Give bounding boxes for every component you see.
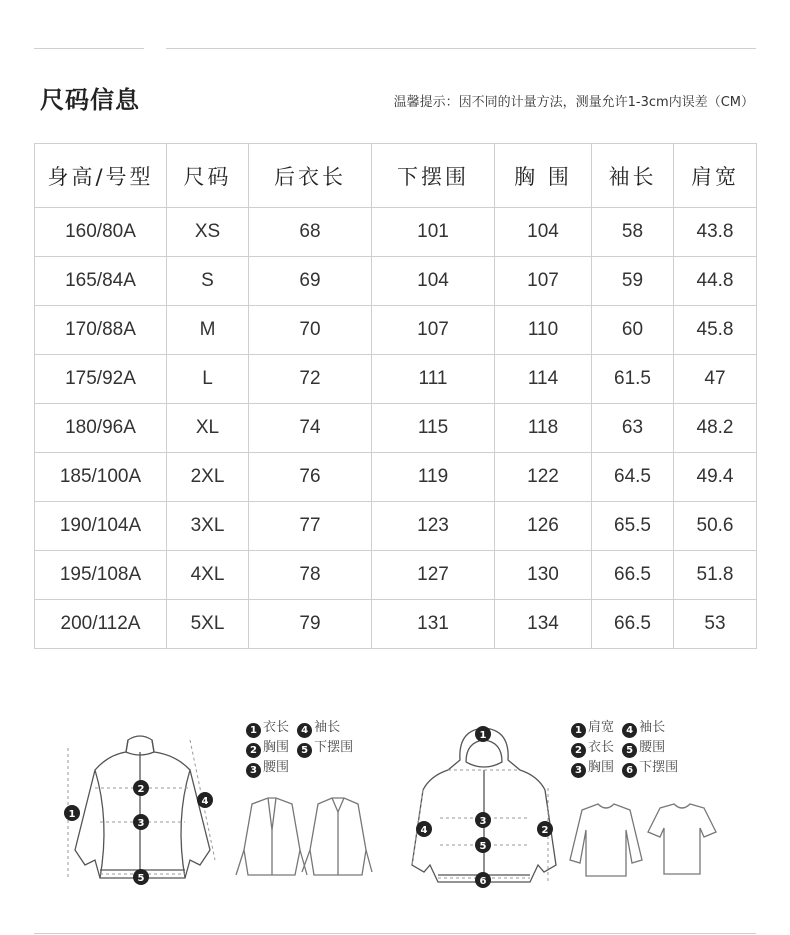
t-shirt-icon: [648, 804, 716, 874]
number-icon: 5: [622, 743, 637, 758]
table-cell: 119: [372, 453, 495, 502]
legend-label: 胸围: [263, 740, 290, 755]
table-cell: 79: [249, 600, 372, 649]
svg-text:5: 5: [479, 841, 487, 852]
svg-text:1: 1: [68, 809, 76, 820]
number-icon: 3: [571, 763, 586, 778]
number-icon: 5: [297, 743, 312, 758]
table-cell: 58: [592, 208, 674, 257]
number-icon: 6: [622, 763, 637, 778]
table-cell: 76: [249, 453, 372, 502]
table-cell: 127: [372, 551, 495, 600]
table-cell: 110: [495, 306, 592, 355]
number-icon: 4: [297, 723, 312, 738]
marker-icon: [475, 812, 491, 828]
header-chest: 胸 围: [495, 144, 592, 208]
table-cell: 104: [372, 257, 495, 306]
table-row: [35, 257, 757, 306]
table-cell: 107: [372, 306, 495, 355]
table-cell: 200/112A: [35, 600, 167, 649]
table-cell: 180/96A: [35, 404, 167, 453]
marker-icon: [133, 869, 149, 885]
table-cell: 61.5: [592, 355, 674, 404]
table-cell: 111: [372, 355, 495, 404]
table-cell: 65.5: [592, 502, 674, 551]
number-icon: 3: [246, 763, 261, 778]
table-cell: 44.8: [674, 257, 757, 306]
svg-text:4: 4: [201, 796, 209, 807]
table-cell: 68: [249, 208, 372, 257]
table-cell: 107: [495, 257, 592, 306]
table-cell: 165/84A: [35, 257, 167, 306]
marker-icon: [416, 821, 432, 837]
table-row: [35, 355, 757, 404]
table-cell: 66.5: [592, 600, 674, 649]
table-cell: XS: [167, 208, 249, 257]
shirt-icon: [302, 798, 372, 875]
table-cell: 185/100A: [35, 453, 167, 502]
table-cell: 104: [495, 208, 592, 257]
legend-label: 衣长: [263, 720, 290, 735]
table-row: [35, 208, 757, 257]
table-cell: 72: [249, 355, 372, 404]
legend-label: 袖长: [314, 720, 341, 735]
svg-text:3: 3: [137, 818, 145, 829]
legend-jacket: [246, 718, 357, 778]
header-shoulder: 肩宽: [674, 144, 757, 208]
marker-icon: [197, 792, 213, 808]
top-divider-right: [166, 48, 756, 49]
table-cell: 50.6: [674, 502, 757, 551]
number-icon: 1: [246, 723, 261, 738]
table-cell: 190/104A: [35, 502, 167, 551]
measurement-illustrations: [0, 700, 790, 910]
hoodie-outline-icon: [412, 728, 556, 882]
table-cell: 45.8: [674, 306, 757, 355]
table-cell: 51.8: [674, 551, 757, 600]
legend-label: 腰围: [263, 760, 290, 775]
table-cell: 4XL: [167, 551, 249, 600]
marker-icon: [133, 780, 149, 796]
table-cell: 48.2: [674, 404, 757, 453]
table-cell: 126: [495, 502, 592, 551]
marker-icon: [537, 821, 553, 837]
table-cell: 5XL: [167, 600, 249, 649]
legend-label: 衣长: [588, 740, 615, 755]
svg-text:4: 4: [420, 825, 428, 836]
number-icon: 1: [571, 723, 586, 738]
number-icon: 4: [622, 723, 637, 738]
header-height-type: 身高/号型: [35, 144, 167, 208]
table-cell: 170/88A: [35, 306, 167, 355]
svg-text:1: 1: [479, 730, 487, 741]
table-row: [35, 453, 757, 502]
legend-label: 腰围: [639, 740, 666, 755]
marker-icon: [475, 837, 491, 853]
table-cell: 47: [674, 355, 757, 404]
legend-label: 下摆围: [314, 740, 354, 755]
table-cell: 63: [592, 404, 674, 453]
table-cell: 69: [249, 257, 372, 306]
table-cell: 134: [495, 600, 592, 649]
size-table: [34, 143, 757, 649]
svg-text:5: 5: [137, 873, 145, 884]
table-row: [35, 600, 757, 649]
table-cell: 123: [372, 502, 495, 551]
legend-hoodie: [571, 718, 682, 778]
marker-icon: [475, 726, 491, 742]
table-cell: 78: [249, 551, 372, 600]
svg-text:6: 6: [479, 876, 487, 887]
table-cell: 122: [495, 453, 592, 502]
table-cell: 43.8: [674, 208, 757, 257]
number-icon: 2: [246, 743, 261, 758]
table-cell: 77: [249, 502, 372, 551]
header-size: 尺码: [167, 144, 249, 208]
legend-label: 下摆围: [639, 760, 679, 775]
legend-label: 肩宽: [588, 720, 615, 735]
svg-text:2: 2: [137, 784, 145, 795]
table-cell: 3XL: [167, 502, 249, 551]
table-cell: 131: [372, 600, 495, 649]
marker-icon: [133, 814, 149, 830]
table-cell: 2XL: [167, 453, 249, 502]
blazer-icon: [236, 798, 307, 875]
table-cell: 60: [592, 306, 674, 355]
table-cell: 114: [495, 355, 592, 404]
table-row: [35, 551, 757, 600]
page-title: 尺码信息: [40, 86, 140, 114]
table-cell: 53: [674, 600, 757, 649]
table-cell: 175/92A: [35, 355, 167, 404]
table-cell: 74: [249, 404, 372, 453]
long-sleeve-tee-icon: [570, 804, 642, 876]
legend-label: 袖长: [639, 720, 666, 735]
table-cell: 160/80A: [35, 208, 167, 257]
svg-text:2: 2: [541, 825, 549, 836]
number-icon: 2: [571, 743, 586, 758]
table-cell: 64.5: [592, 453, 674, 502]
table-row: [35, 404, 757, 453]
svg-text:3: 3: [479, 816, 487, 827]
table-cell: 59: [592, 257, 674, 306]
marker-icon: [475, 872, 491, 888]
table-cell: XL: [167, 404, 249, 453]
measurement-tip: 温馨提示：因不同的计量方法，测量允许1-3cm内误差（CM）: [393, 95, 754, 110]
header-hem: 下摆围: [372, 144, 495, 208]
top-divider-left: [34, 48, 144, 49]
header-sleeve: 袖长: [592, 144, 674, 208]
table-row: [35, 306, 757, 355]
table-cell: 49.4: [674, 453, 757, 502]
table-row: [35, 502, 757, 551]
table-cell: S: [167, 257, 249, 306]
table-cell: L: [167, 355, 249, 404]
bottom-divider: [34, 933, 756, 934]
table-cell: 115: [372, 404, 495, 453]
table-cell: 130: [495, 551, 592, 600]
table-cell: M: [167, 306, 249, 355]
legend-label: 胸围: [588, 760, 615, 775]
marker-icon: [64, 805, 80, 821]
table-cell: 101: [372, 208, 495, 257]
table-cell: 66.5: [592, 551, 674, 600]
jacket-outline-icon: [75, 736, 210, 878]
header-back-length: 后衣长: [249, 144, 372, 208]
table-cell: 118: [495, 404, 592, 453]
table-header-row: [35, 144, 757, 208]
table-cell: 195/108A: [35, 551, 167, 600]
table-cell: 70: [249, 306, 372, 355]
